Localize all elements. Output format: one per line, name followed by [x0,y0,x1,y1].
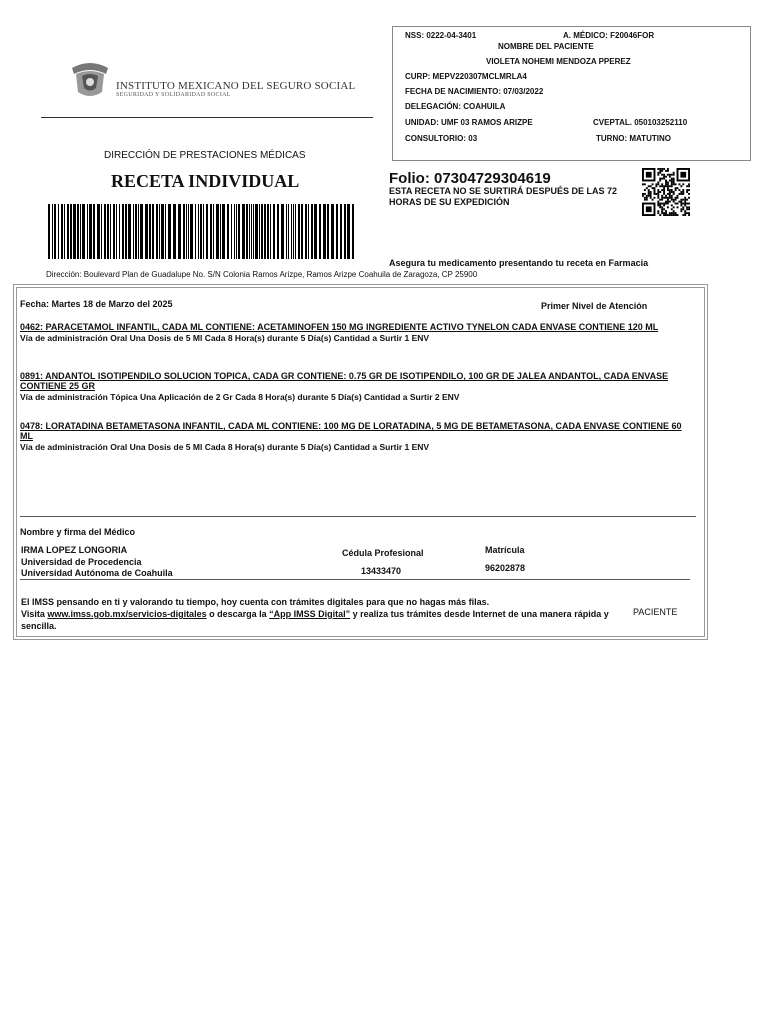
direccion-title: DIRECCIÓN DE PRESTACIONES MÉDICAS [104,150,306,161]
patient-name-label: NOMBRE DEL PACIENTE [498,42,594,51]
folio-number: Folio: 07304729304619 [389,170,551,187]
document-title: RECETA INDIVIDUAL [111,171,300,191]
turno: TURNO: MATUTINO [596,134,671,143]
medication-name: 0478: LORATADINA BETAMETASONA INFANTIL, CADA ML CONTIENE: 100 MG DE LORATADINA, 5 MG DE BETAMETASONA, CADA ENVASE CONTIENE 60 ML [20,421,682,441]
doctor-name: IRMA LOPEZ LONGORIA [21,545,128,555]
birth-date: FECHA DE NACIMIENTO: 07/03/2022 [405,87,544,96]
patient-info-box [392,26,751,161]
header-divider [41,117,373,118]
footer-divider [20,579,690,580]
curp: CURP: MEPV220307MCLMRLA4 [405,72,527,81]
patient-name: VIOLETA NOHEMI MENDOZA PPEREZ [486,57,631,66]
cveptal: CVEPTAL. 050103252110 [593,118,688,127]
medication-item [20,371,688,403]
descarga-text: o descarga la [206,609,270,619]
care-level: Primer Nivel de Atención [541,301,648,311]
medication-item [20,322,688,344]
folio-expiry-note: ESTA RECETA NO SE SURTIRÁ DESPUÉS DE LAS 72 HORAS DE SU EXPEDICIÓN [389,186,618,207]
imss-logo [68,60,356,102]
matricula-value: 96202878 [485,563,526,573]
medication-name: 0891: ANDANTOL ISOTIPENDILO SOLUCION TOPICA, CADA GR CONTIENE: 0.75 GR DE ISOTIPENDILO, 100 GR DE JALEA ANDANTOL, CADA ENVASE CONTIENE 25 GR [20,371,669,391]
medication-dosage: Vía de administración Oral Una Dosis de 5 Ml Cada 8 Hora(s) durante 5 Día(s) Cantidad a Surtir 1 ENV [20,442,430,452]
matricula-label: Matrícula [485,545,525,555]
prescription-date: Fecha: Martes 18 de Marzo del 2025 [20,299,173,309]
barcode-icon [48,204,356,259]
nss: NSS: 0222-04-3401 [405,31,477,40]
pharmacy-note: Asegura tu medicamento presentando tu receta en Farmacia [389,258,649,268]
medication-name: 0462: PARACETAMOL INFANTIL, CADA ML CONTIENE: ACETAMINOFEN 150 MG INGREDIENTE ACTIVO TYNELON CADA ENVASE CONTIENE 120 ML [20,322,659,332]
institution-name: INSTITUTO MEXICANO DEL SEGURO SOCIAL [116,80,356,92]
medication-dosage: Vía de administración Tópica Una Aplicación de 2 Gr Cada 8 Hora(s) durante 5 Día(s) Cantidad a Surtir 2 ENV [20,392,460,402]
imss-digital-link[interactable]: www.imss.gob.mx/servicios-digitales [47,609,207,619]
medico-code: A. MÉDICO: F20046FOR [563,31,655,40]
delegacion: DELEGACIÓN: COAHUILA [405,102,506,111]
copy-recipient: PACIENTE [633,607,678,617]
digital-services-note [21,596,621,632]
consultorio: CONSULTORIO: 03 [405,134,478,143]
doctor-origin-label: Universidad de Procedencia [21,556,142,567]
unidad: UNIDAD: UMF 03 RAMOS ARIZPE [405,118,533,127]
doctor-signature-label: Nombre y firma del Médico [20,527,136,537]
signature-divider [20,516,696,517]
app-imss-digital-link[interactable]: “App IMSS Digital” [269,609,351,619]
digital-services-line2 [21,608,621,632]
medication-item [20,421,688,453]
imss-eagle-emblem-icon [68,60,112,100]
cedula-label: Cédula Profesional [342,548,424,558]
tramites-text: y realiza tus trámites desde Internet de una manera rápida y sencilla. [21,609,609,631]
medication-dosage: Vía de administración Oral Una Dosis de 5 Ml Cada 8 Hora(s) durante 5 Día(s) Cantidad a Surtir 1 ENV [20,333,430,343]
digital-services-line1: El IMSS pensando en ti y valorando tu tiempo, hoy cuenta con trámites digitales para que no hagas más filas. [21,597,490,607]
cedula-value: 13433470 [361,566,402,576]
clinic-address: Dirección: Boulevard Plan de Guadalupe No. S/N Colonia Ramos Arizpe, Ramos Arizpe Coahuila de Zaragoza, CP 25900 [46,270,478,279]
institution-subtitle: SEGURIDAD Y SOLIDARIDAD SOCIAL [116,92,231,98]
visita-text: Visita [21,609,48,619]
qr-code-icon [641,168,691,216]
doctor-info [21,545,173,580]
doctor-university: Universidad Autónoma de Coahuila [21,568,173,578]
